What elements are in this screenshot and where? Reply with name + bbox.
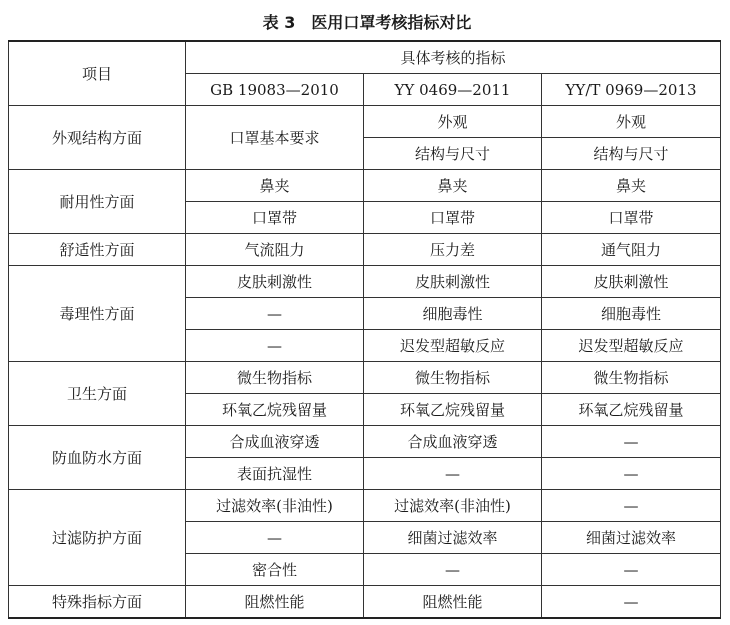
category-filtration: 过滤防护方面 [9,490,186,586]
cell-toxicity-yyt-3: 迟发型超敏反应 [542,330,721,362]
cell-toxicity-yyt-1: 皮肤刺激性 [542,266,721,298]
cell-toxicity-gb-1: 皮肤刺激性 [186,266,364,298]
cell-appearance-yy-1: 外观 [364,106,542,138]
caption-label: 表 3 [262,13,296,32]
cell-appearance-yyt-2: 结构与尺寸 [542,138,721,170]
cell-filtration-gb-2: — [186,522,364,554]
header-group: 具体考核的指标 [186,41,721,74]
cell-durability-gb-1: 鼻夹 [186,170,364,202]
cell-toxicity-yy-1: 皮肤刺激性 [364,266,542,298]
cell-durability-yy-1: 鼻夹 [364,170,542,202]
cell-hygiene-gb-1: 微生物指标 [186,362,364,394]
cell-appearance-gb: 口罩基本要求 [186,106,364,170]
cell-bloodproof-gb-1: 合成血液穿透 [186,426,364,458]
cell-appearance-yyt-1: 外观 [542,106,721,138]
cell-special-gb: 阻燃性能 [186,586,364,619]
category-durability: 耐用性方面 [9,170,186,234]
header-item: 项目 [9,41,186,106]
header-standard-yy: YY 0469—2011 [364,74,542,106]
cell-hygiene-yy-2: 环氧乙烷残留量 [364,394,542,426]
cell-hygiene-yyt-1: 微生物指标 [542,362,721,394]
category-special: 特殊指标方面 [9,586,186,619]
category-appearance: 外观结构方面 [9,106,186,170]
cell-filtration-gb-1: 过滤效率(非油性) [186,490,364,522]
cell-filtration-yy-1: 过滤效率(非油性) [364,490,542,522]
cell-comfort-yyt: 通气阻力 [542,234,721,266]
cell-bloodproof-yyt-2: — [542,458,721,490]
caption-title: 医用口罩考核指标对比 [311,13,472,32]
cell-hygiene-gb-2: 环氧乙烷残留量 [186,394,364,426]
cell-toxicity-yy-3: 迟发型超敏反应 [364,330,542,362]
cell-hygiene-yyt-2: 环氧乙烷残留量 [542,394,721,426]
cell-bloodproof-yyt-1: — [542,426,721,458]
category-bloodproof: 防血防水方面 [9,426,186,490]
cell-comfort-yy: 压力差 [364,234,542,266]
cell-durability-gb-2: 口罩带 [186,202,364,234]
category-hygiene: 卫生方面 [9,362,186,426]
cell-toxicity-gb-3: — [186,330,364,362]
cell-hygiene-yy-1: 微生物指标 [364,362,542,394]
cell-durability-yyt-1: 鼻夹 [542,170,721,202]
cell-bloodproof-gb-2: 表面抗湿性 [186,458,364,490]
cell-durability-yyt-2: 口罩带 [542,202,721,234]
cell-filtration-yy-3: — [364,554,542,586]
cell-toxicity-gb-2: — [186,298,364,330]
cell-filtration-yyt-2: 细菌过滤效率 [542,522,721,554]
cell-filtration-yy-2: 细菌过滤效率 [364,522,542,554]
header-standard-yyt: YY/T 0969—2013 [542,74,721,106]
cell-toxicity-yyt-2: 细胞毒性 [542,298,721,330]
cell-appearance-yy-2: 结构与尺寸 [364,138,542,170]
category-toxicity: 毒理性方面 [9,266,186,362]
cell-filtration-gb-3: 密合性 [186,554,364,586]
header-standard-gb: GB 19083—2010 [186,74,364,106]
cell-filtration-yyt-3: — [542,554,721,586]
cell-bloodproof-yy-2: — [364,458,542,490]
comparison-table [8,40,721,619]
category-comfort: 舒适性方面 [9,234,186,266]
cell-comfort-gb: 气流阻力 [186,234,364,266]
cell-durability-yy-2: 口罩带 [364,202,542,234]
cell-special-yyt: — [542,586,721,619]
table-caption [0,10,730,33]
cell-toxicity-yy-2: 细胞毒性 [364,298,542,330]
cell-filtration-yyt-1: — [542,490,721,522]
cell-bloodproof-yy-1: 合成血液穿透 [364,426,542,458]
cell-special-yy: 阻燃性能 [364,586,542,619]
